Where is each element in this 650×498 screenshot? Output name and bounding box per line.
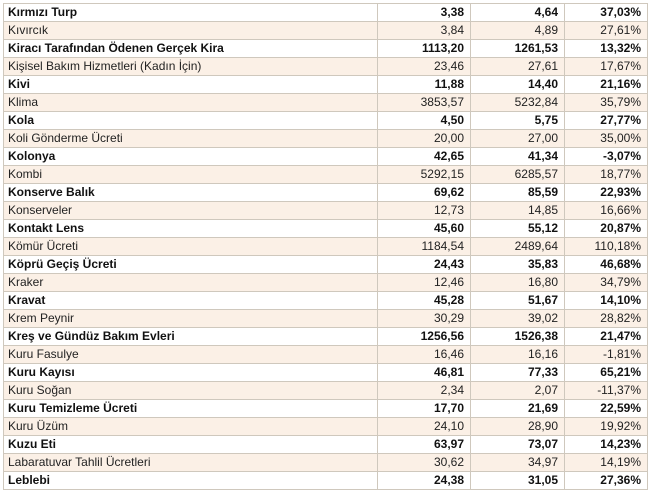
item-name-cell: Labaratuvar Tahlil Ücretleri <box>4 454 378 472</box>
item-name-cell: Kişisel Bakım Hizmetleri (Kadın İçin) <box>4 58 378 76</box>
price-2023-cell: 16,16 <box>471 346 565 364</box>
table-row <box>4 112 648 130</box>
change-percent-cell: -3,07% <box>565 148 648 166</box>
change-percent-cell: 34,79% <box>565 274 648 292</box>
item-name-cell: Kivi <box>4 76 378 94</box>
table-row <box>4 22 648 40</box>
change-percent-cell: 14,19% <box>565 454 648 472</box>
price-2022-cell: 12,46 <box>378 274 471 292</box>
price-2022-cell: 1256,56 <box>378 328 471 346</box>
price-2022-cell: 1113,20 <box>378 40 471 58</box>
change-percent-cell: 27,61% <box>565 22 648 40</box>
change-percent-cell: 13,32% <box>565 40 648 58</box>
price-2022-cell: 2,34 <box>378 382 471 400</box>
table-row <box>4 76 648 94</box>
table-row <box>4 364 648 382</box>
price-2023-cell: 55,12 <box>471 220 565 238</box>
change-percent-cell: 46,68% <box>565 256 648 274</box>
price-2023-cell: 14,85 <box>471 202 565 220</box>
table-row <box>4 94 648 112</box>
item-name-cell: Kuru Üzüm <box>4 418 378 436</box>
price-2022-cell: 63,97 <box>378 436 471 454</box>
table-row <box>4 418 648 436</box>
change-percent-cell: 110,18% <box>565 238 648 256</box>
price-2023-cell: 85,59 <box>471 184 565 202</box>
table-row <box>4 238 648 256</box>
change-percent-cell: 19,92% <box>565 418 648 436</box>
item-name-cell: Kiracı Tarafından Ödenen Gerçek Kira <box>4 40 378 58</box>
table-row <box>4 220 648 238</box>
change-percent-cell: 22,59% <box>565 400 648 418</box>
price-2023-cell: 77,33 <box>471 364 565 382</box>
price-2023-cell: 35,83 <box>471 256 565 274</box>
table-row <box>4 328 648 346</box>
price-2023-cell: 4,89 <box>471 22 565 40</box>
price-2022-cell: 23,46 <box>378 58 471 76</box>
change-percent-cell: 14,23% <box>565 436 648 454</box>
table-row <box>4 346 648 364</box>
change-percent-cell: 18,77% <box>565 166 648 184</box>
price-2022-cell: 3,38 <box>378 4 471 22</box>
table-row <box>4 148 648 166</box>
change-percent-cell: 27,36% <box>565 472 648 490</box>
price-2023-cell: 28,90 <box>471 418 565 436</box>
table-row <box>4 166 648 184</box>
item-name-cell: Kömür Ücreti <box>4 238 378 256</box>
item-name-cell: Kola <box>4 112 378 130</box>
table-row <box>4 310 648 328</box>
change-percent-cell: 35,79% <box>565 94 648 112</box>
change-percent-cell: 35,00% <box>565 130 648 148</box>
item-name-cell: Kolonya <box>4 148 378 166</box>
item-name-cell: Konserve Balık <box>4 184 378 202</box>
price-2022-cell: 42,65 <box>378 148 471 166</box>
table-row <box>4 130 648 148</box>
price-2023-cell: 2,07 <box>471 382 565 400</box>
table-row <box>4 40 648 58</box>
item-name-cell: Köprü Geçiş Ücreti <box>4 256 378 274</box>
price-2022-cell: 45,60 <box>378 220 471 238</box>
price-2022-cell: 24,10 <box>378 418 471 436</box>
price-2023-cell: 14,40 <box>471 76 565 94</box>
change-percent-cell: 37,03% <box>565 4 648 22</box>
price-2022-cell: 4,50 <box>378 112 471 130</box>
change-percent-cell: 65,21% <box>565 364 648 382</box>
price-2023-cell: 41,34 <box>471 148 565 166</box>
price-2023-cell: 1261,53 <box>471 40 565 58</box>
price-2023-cell: 73,07 <box>471 436 565 454</box>
item-name-cell: Kuzu Eti <box>4 436 378 454</box>
price-2023-cell: 16,80 <box>471 274 565 292</box>
item-name-cell: Kontakt Lens <box>4 220 378 238</box>
item-name-cell: Klima <box>4 94 378 112</box>
change-percent-cell: 28,82% <box>565 310 648 328</box>
price-2022-cell: 1184,54 <box>378 238 471 256</box>
price-2022-cell: 69,62 <box>378 184 471 202</box>
table-row <box>4 256 648 274</box>
table-row <box>4 58 648 76</box>
change-percent-cell: 20,87% <box>565 220 648 238</box>
item-name-cell: Leblebi <box>4 472 378 490</box>
price-2022-cell: 30,62 <box>378 454 471 472</box>
price-2023-cell: 21,69 <box>471 400 565 418</box>
table-row <box>4 436 648 454</box>
change-percent-cell: 21,47% <box>565 328 648 346</box>
item-name-cell: Kıvırcık <box>4 22 378 40</box>
price-table-body <box>4 4 648 490</box>
price-2022-cell: 45,28 <box>378 292 471 310</box>
item-name-cell: Kombi <box>4 166 378 184</box>
price-2023-cell: 5232,84 <box>471 94 565 112</box>
item-name-cell: Kreş ve Gündüz Bakım Evleri <box>4 328 378 346</box>
price-2023-cell: 27,00 <box>471 130 565 148</box>
price-2022-cell: 20,00 <box>378 130 471 148</box>
change-percent-cell: 22,93% <box>565 184 648 202</box>
price-2023-cell: 4,64 <box>471 4 565 22</box>
item-name-cell: Krem Peynir <box>4 310 378 328</box>
price-2022-cell: 3,84 <box>378 22 471 40</box>
price-2022-cell: 16,46 <box>378 346 471 364</box>
price-2023-cell: 31,05 <box>471 472 565 490</box>
change-percent-cell: -11,37% <box>565 382 648 400</box>
change-percent-cell: 21,16% <box>565 76 648 94</box>
price-2023-cell: 39,02 <box>471 310 565 328</box>
price-2022-cell: 24,43 <box>378 256 471 274</box>
price-2022-cell: 5292,15 <box>378 166 471 184</box>
item-name-cell: Kuru Soğan <box>4 382 378 400</box>
table-row <box>4 472 648 490</box>
price-2023-cell: 2489,64 <box>471 238 565 256</box>
table-row <box>4 184 648 202</box>
table-row <box>4 292 648 310</box>
item-name-cell: Konserveler <box>4 202 378 220</box>
price-2023-cell: 27,61 <box>471 58 565 76</box>
change-percent-cell: 16,66% <box>565 202 648 220</box>
item-name-cell: Kuru Temizleme Ücreti <box>4 400 378 418</box>
item-name-cell: Kravat <box>4 292 378 310</box>
change-percent-cell: 27,77% <box>565 112 648 130</box>
item-name-cell: Kuru Fasulye <box>4 346 378 364</box>
item-name-cell: Kuru Kayısı <box>4 364 378 382</box>
table-row <box>4 274 648 292</box>
price-2022-cell: 12,73 <box>378 202 471 220</box>
price-2023-cell: 34,97 <box>471 454 565 472</box>
price-2022-cell: 11,88 <box>378 76 471 94</box>
item-name-cell: Koli Gönderme Ücreti <box>4 130 378 148</box>
price-table <box>3 3 648 490</box>
price-2022-cell: 24,38 <box>378 472 471 490</box>
price-2023-cell: 6285,57 <box>471 166 565 184</box>
table-row <box>4 4 648 22</box>
price-2022-cell: 17,70 <box>378 400 471 418</box>
price-2022-cell: 30,29 <box>378 310 471 328</box>
item-name-cell: Kırmızı Turp <box>4 4 378 22</box>
price-2022-cell: 46,81 <box>378 364 471 382</box>
price-2023-cell: 5,75 <box>471 112 565 130</box>
item-name-cell: Kraker <box>4 274 378 292</box>
table-row <box>4 382 648 400</box>
change-percent-cell: -1,81% <box>565 346 648 364</box>
price-2022-cell: 3853,57 <box>378 94 471 112</box>
table-row <box>4 202 648 220</box>
change-percent-cell: 14,10% <box>565 292 648 310</box>
price-2023-cell: 51,67 <box>471 292 565 310</box>
table-row <box>4 454 648 472</box>
table-row <box>4 400 648 418</box>
price-2023-cell: 1526,38 <box>471 328 565 346</box>
change-percent-cell: 17,67% <box>565 58 648 76</box>
